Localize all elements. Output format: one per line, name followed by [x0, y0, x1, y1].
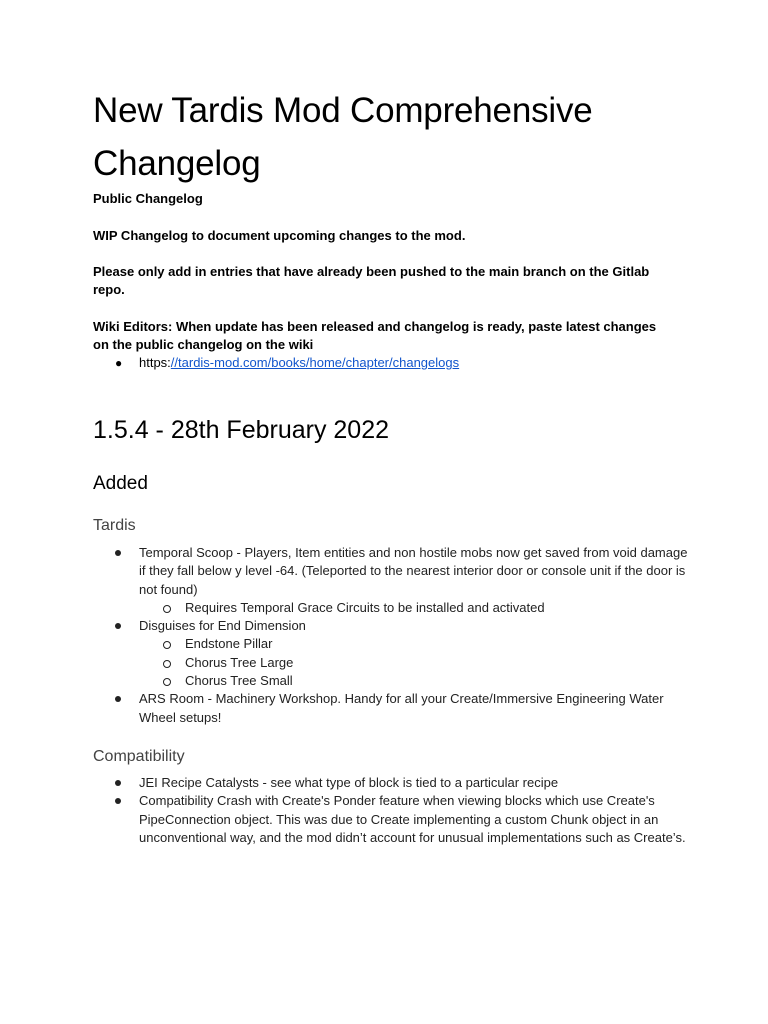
- list-item-text: Disguises for End Dimension: [139, 618, 306, 634]
- tardis-list: [93, 544, 693, 727]
- sub-list: [139, 635, 693, 690]
- circle-bullet-icon: [163, 641, 171, 649]
- document-title: New Tardis Mod Comprehensive Changelog: [93, 91, 593, 183]
- sub-list-item: [139, 654, 693, 672]
- wiki-link-prefix: https:: [139, 355, 171, 370]
- circle-bullet-icon: [163, 678, 171, 686]
- circle-bullet-icon: [163, 605, 171, 613]
- sub-list-item-text: Requires Temporal Grace Circuits to be installed and activated: [185, 599, 545, 615]
- bullet-icon: [115, 798, 121, 804]
- sub-list-item-text: Endstone Pillar: [185, 636, 273, 652]
- list-item: [93, 544, 693, 617]
- compatibility-list: [93, 774, 693, 847]
- circle-bullet-icon: [163, 660, 171, 668]
- list-item: [93, 354, 459, 372]
- push-note: Please only add in entries that have already been pushed to the main branch on the Gitlab repo.: [93, 264, 650, 297]
- bullet-icon: [115, 696, 121, 702]
- bullet-icon: [115, 623, 121, 629]
- wiki-changelog-link[interactable]: //tardis-mod.com/books/home/chapter/changelogs: [170, 355, 460, 370]
- public-changelog-label: Public Changelog: [93, 191, 203, 206]
- list-item: [93, 617, 693, 690]
- sub-list: [139, 599, 693, 617]
- list-item: [93, 774, 693, 792]
- bullet-icon: [115, 550, 121, 556]
- bullet-icon: ●: [115, 356, 123, 370]
- list-item-text: ARS Room - Machinery Workshop. Handy for all your Create/Immersive Engineering Water Wheel setups!: [139, 691, 664, 725]
- sub-list-item: [139, 599, 693, 617]
- wip-note: WIP Changelog to document upcoming changes to the mod.: [93, 228, 466, 243]
- wiki-note: Wiki Editors: When update has been released and changelog is ready, paste latest changes on the public changelog on the wiki: [93, 319, 657, 352]
- sub-list-item-text: Chorus Tree Small: [185, 673, 293, 689]
- sub-list-item: [139, 635, 693, 653]
- wiki-link-list: [93, 354, 459, 372]
- list-item: [93, 792, 693, 847]
- sub-list-item-text: Chorus Tree Large: [185, 654, 294, 670]
- version-heading: 1.5.4 - 28th February 2022: [93, 416, 390, 444]
- list-item-text: Compatibility Crash with Create's Ponder feature when viewing blocks which use Create's PipeConnection object. This was due to Create implementing a custom Chunk object in an unconventional way, and the mod didn’t account for unusual implementations such as Create’s.: [139, 793, 686, 845]
- added-heading: Added: [93, 473, 148, 494]
- list-item: [93, 690, 693, 727]
- list-item-text: JEI Recipe Catalysts - see what type of block is tied to a particular recipe: [139, 775, 559, 790]
- sub-list-item: [139, 672, 693, 690]
- bullet-icon: [115, 780, 121, 786]
- list-item-text: Temporal Scoop - Players, Item entities and non hostile mobs now get saved from void damage if they fall below y level -64. (Teleported to the nearest interior door or console unit if the door is not found): [139, 545, 688, 597]
- tardis-heading: Tardis: [93, 517, 136, 534]
- compatibility-heading: Compatibility: [93, 748, 185, 765]
